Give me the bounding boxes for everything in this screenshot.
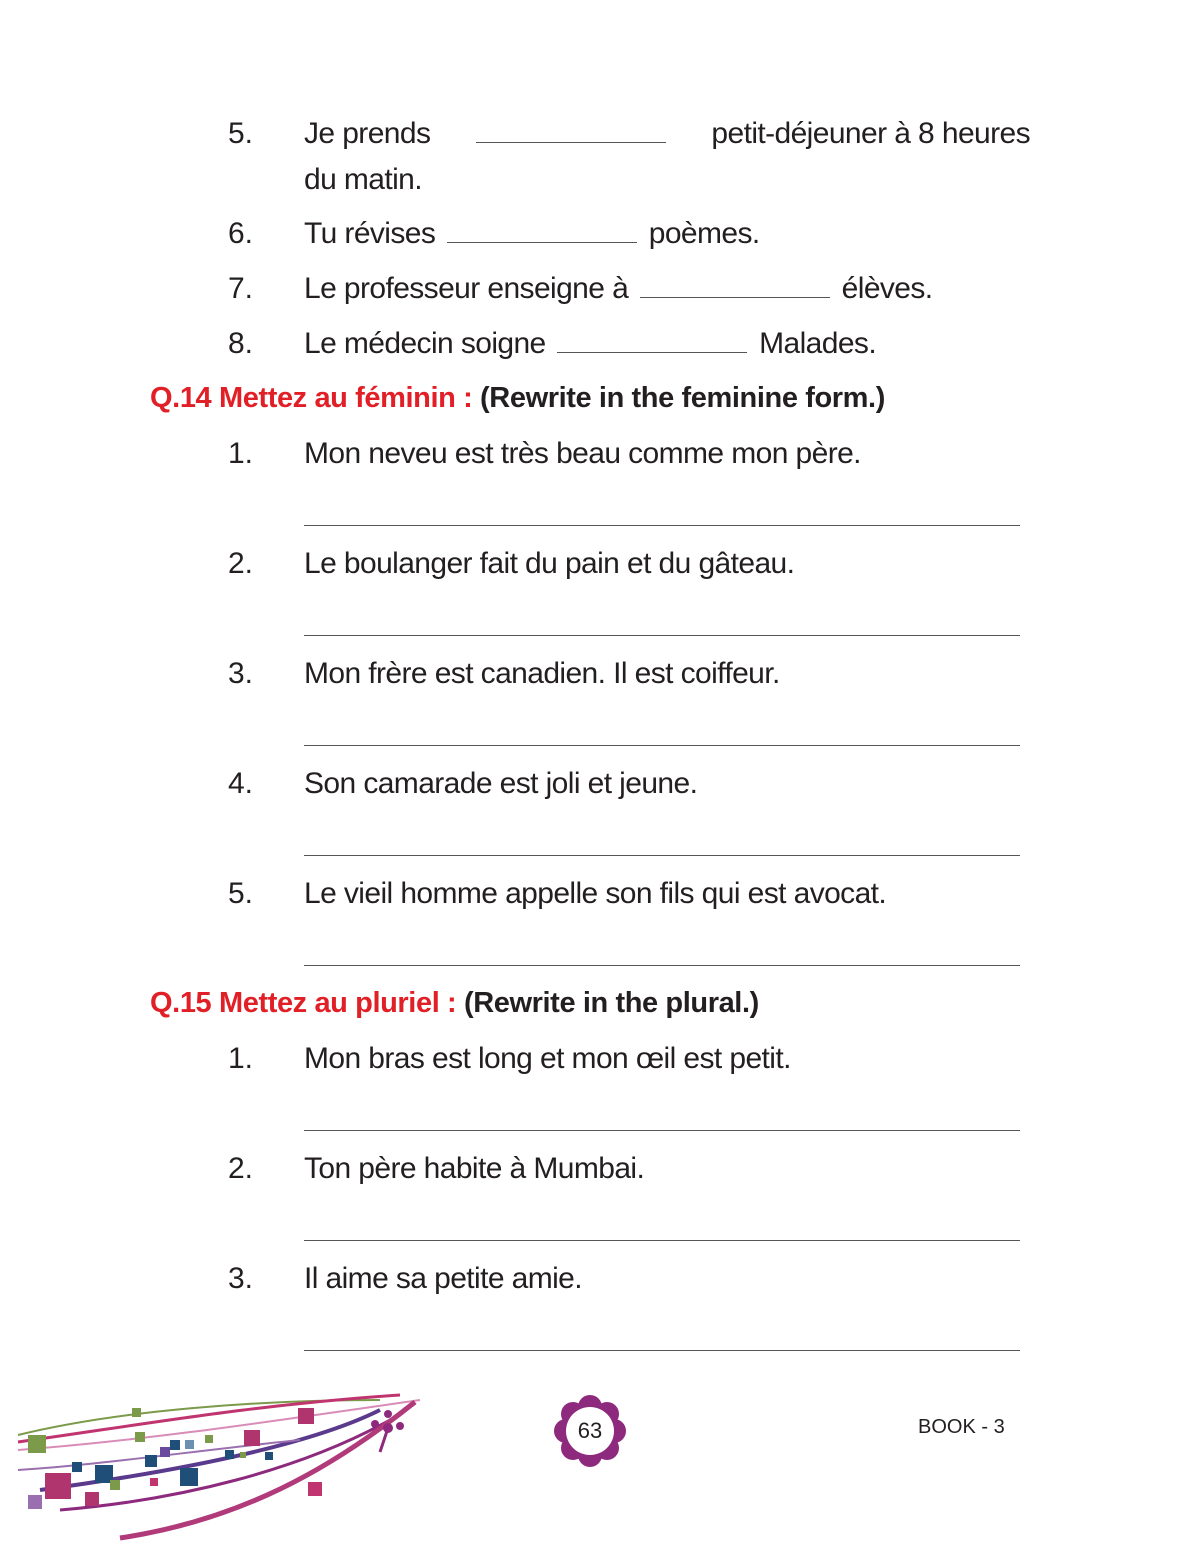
- answer-line[interactable]: [304, 1130, 1020, 1131]
- item-number: 6.: [228, 217, 254, 250]
- answer-line[interactable]: [304, 745, 1020, 746]
- answer-line[interactable]: [304, 635, 1020, 636]
- sentence-end: Malades.: [759, 327, 877, 360]
- exercise-sentence: Mon frère est canadien. Il est coiffeur.: [304, 657, 780, 690]
- answer-line[interactable]: [304, 1350, 1020, 1351]
- question-subtitle: (Rewrite in the plural.): [463, 987, 759, 1019]
- fill-blank-sentence: [304, 272, 933, 306]
- question-title: Mettez au pluriel :: [218, 987, 457, 1019]
- item-number: 2.: [228, 547, 254, 580]
- item-number: 5.: [228, 877, 254, 910]
- answer-line[interactable]: [304, 525, 1020, 526]
- answer-blank[interactable]: [476, 122, 666, 143]
- answer-blank[interactable]: [447, 222, 637, 243]
- answer-blank[interactable]: [557, 332, 747, 353]
- exercise-sentence: Mon bras est long et mon œil est petit.: [304, 1042, 791, 1075]
- page-number: 63: [577, 1418, 603, 1443]
- exercise-sentence: Le vieil homme appelle son fils qui est avocat.: [304, 877, 887, 910]
- item-number: 3.: [228, 657, 254, 690]
- item-number: 8.: [228, 327, 254, 360]
- fill-blank-sentence: [304, 327, 876, 361]
- answer-line[interactable]: [304, 965, 1020, 966]
- item-number: 1.: [228, 1042, 254, 1075]
- item-number: 1.: [228, 437, 254, 470]
- swirl-squares-decoration-icon: [0, 1380, 440, 1550]
- sentence-continuation: du matin.: [304, 163, 422, 196]
- item-number: 2.: [228, 1152, 254, 1185]
- item-number: 7.: [228, 272, 254, 305]
- sentence-end: élèves.: [841, 272, 933, 305]
- sentence-end: poèmes.: [648, 217, 760, 250]
- question-heading: [150, 987, 759, 1020]
- exercise-sentence: Ton père habite à Mumbai.: [304, 1152, 645, 1185]
- item-number: 4.: [228, 767, 254, 800]
- sentence-start: Tu révises: [304, 217, 436, 250]
- fill-blank-sentence: [304, 117, 1030, 151]
- question-title: Mettez au féminin :: [218, 382, 473, 414]
- exercise-sentence: Le boulanger fait du pain et du gâteau.: [304, 547, 795, 580]
- question-subtitle: (Rewrite in the feminine form.): [480, 382, 885, 414]
- book-label: BOOK - 3: [918, 1416, 1005, 1438]
- exercise-sentence: Il aime sa petite amie.: [304, 1262, 582, 1295]
- answer-blank[interactable]: [640, 277, 830, 298]
- exercise-sentence: Mon neveu est très beau comme mon père.: [304, 437, 861, 470]
- fill-blank-sentence: [304, 217, 760, 251]
- item-number: 3.: [228, 1262, 254, 1295]
- item-number: 5.: [228, 117, 254, 150]
- answer-line[interactable]: [304, 855, 1020, 856]
- question-heading: [150, 382, 885, 415]
- question-label: Q.15: [150, 987, 212, 1019]
- question-label: Q.14: [150, 382, 212, 414]
- sentence-start: Le médecin soigne: [304, 327, 546, 360]
- sentence-start: Je prends: [304, 117, 431, 150]
- sentence-start: Le professeur enseigne à: [304, 272, 629, 305]
- exercise-sentence: Son camarade est joli et jeune.: [304, 767, 698, 800]
- answer-line[interactable]: [304, 1240, 1020, 1241]
- sentence-end: petit-déjeuner à 8 heures: [711, 117, 1030, 150]
